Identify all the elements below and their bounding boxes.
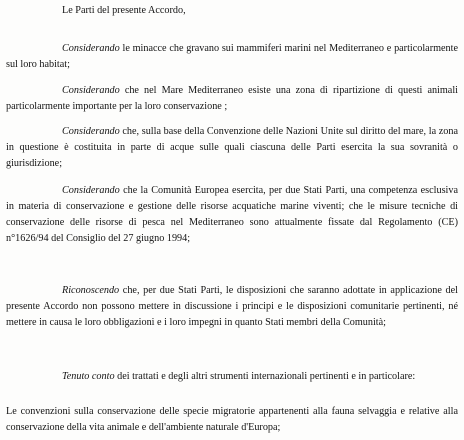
recital-paragraph-2 bbox=[6, 83, 458, 115]
recital-text: che la Comunità Europea esercita, per due Stati Parti, una competenza esclusiva in materia di conservazione e gestione delle risorse acquatiche marine viventi; che le misure tecniche di conservazione delle risorse di pesca nel Mediterraneo sono attualmente fissate dal Regolamento (CE) n°1626/94 del Consiglio del 27 giugno 1994; bbox=[6, 185, 458, 244]
recital-text: le minacce che gravano sui mammiferi marini nel Mediterraneo e particolarmente sul loro habitat; bbox=[6, 43, 458, 70]
recital-lead: Riconoscendo bbox=[62, 285, 120, 296]
recital-lead: Considerando bbox=[62, 43, 120, 54]
recital-text: che, sulla base della Convenzione delle Nazioni Unite sul diritto del mare, la zona in questione è costituita in parte di acque sulle quali ciascuna delle Parti esercita la sua sovranità o giurisdizione; bbox=[6, 126, 458, 169]
recital-paragraph-6 bbox=[6, 369, 458, 385]
recital-lead: Considerando bbox=[62, 185, 120, 196]
recital-lead: Considerando bbox=[62, 85, 120, 96]
recital-paragraph-3 bbox=[6, 124, 458, 172]
closing-paragraph bbox=[6, 404, 458, 436]
recital-paragraph-1 bbox=[6, 41, 458, 73]
recital-lead: Considerando bbox=[62, 126, 120, 137]
recital-text: che nel Mare Mediterraneo esiste una zona di ripartizione di questi animali particolarmente importante per la loro conservazione ; bbox=[6, 85, 458, 112]
recital-lead: Tenuto conto bbox=[62, 371, 115, 382]
recital-text: che, per due Stati Parti, le disposizioni che saranno adottate in applicazione del presente Accordo non possono mettere in discussione i principi e le disposizioni comunitarie pertinenti, né mettere in causa le loro obbligazioni e i loro impegni in quanto Stati membri della Comunità; bbox=[6, 285, 458, 328]
recital-paragraph-5 bbox=[6, 283, 458, 331]
recital-paragraph-4 bbox=[6, 183, 458, 247]
recital-text: dei trattati e degli altri strumenti internazionali pertinenti e in particolare: bbox=[114, 371, 416, 382]
closing-text: Le convenzioni sulla conservazione delle specie migratorie appartenenti alla fauna selvaggia e relative alla conservazione della vita animale e dell'ambiente naturale d'Europa; bbox=[6, 406, 458, 433]
opening-text: Le Parti del presente Accordo, bbox=[62, 5, 186, 16]
opening-line bbox=[6, 3, 458, 19]
